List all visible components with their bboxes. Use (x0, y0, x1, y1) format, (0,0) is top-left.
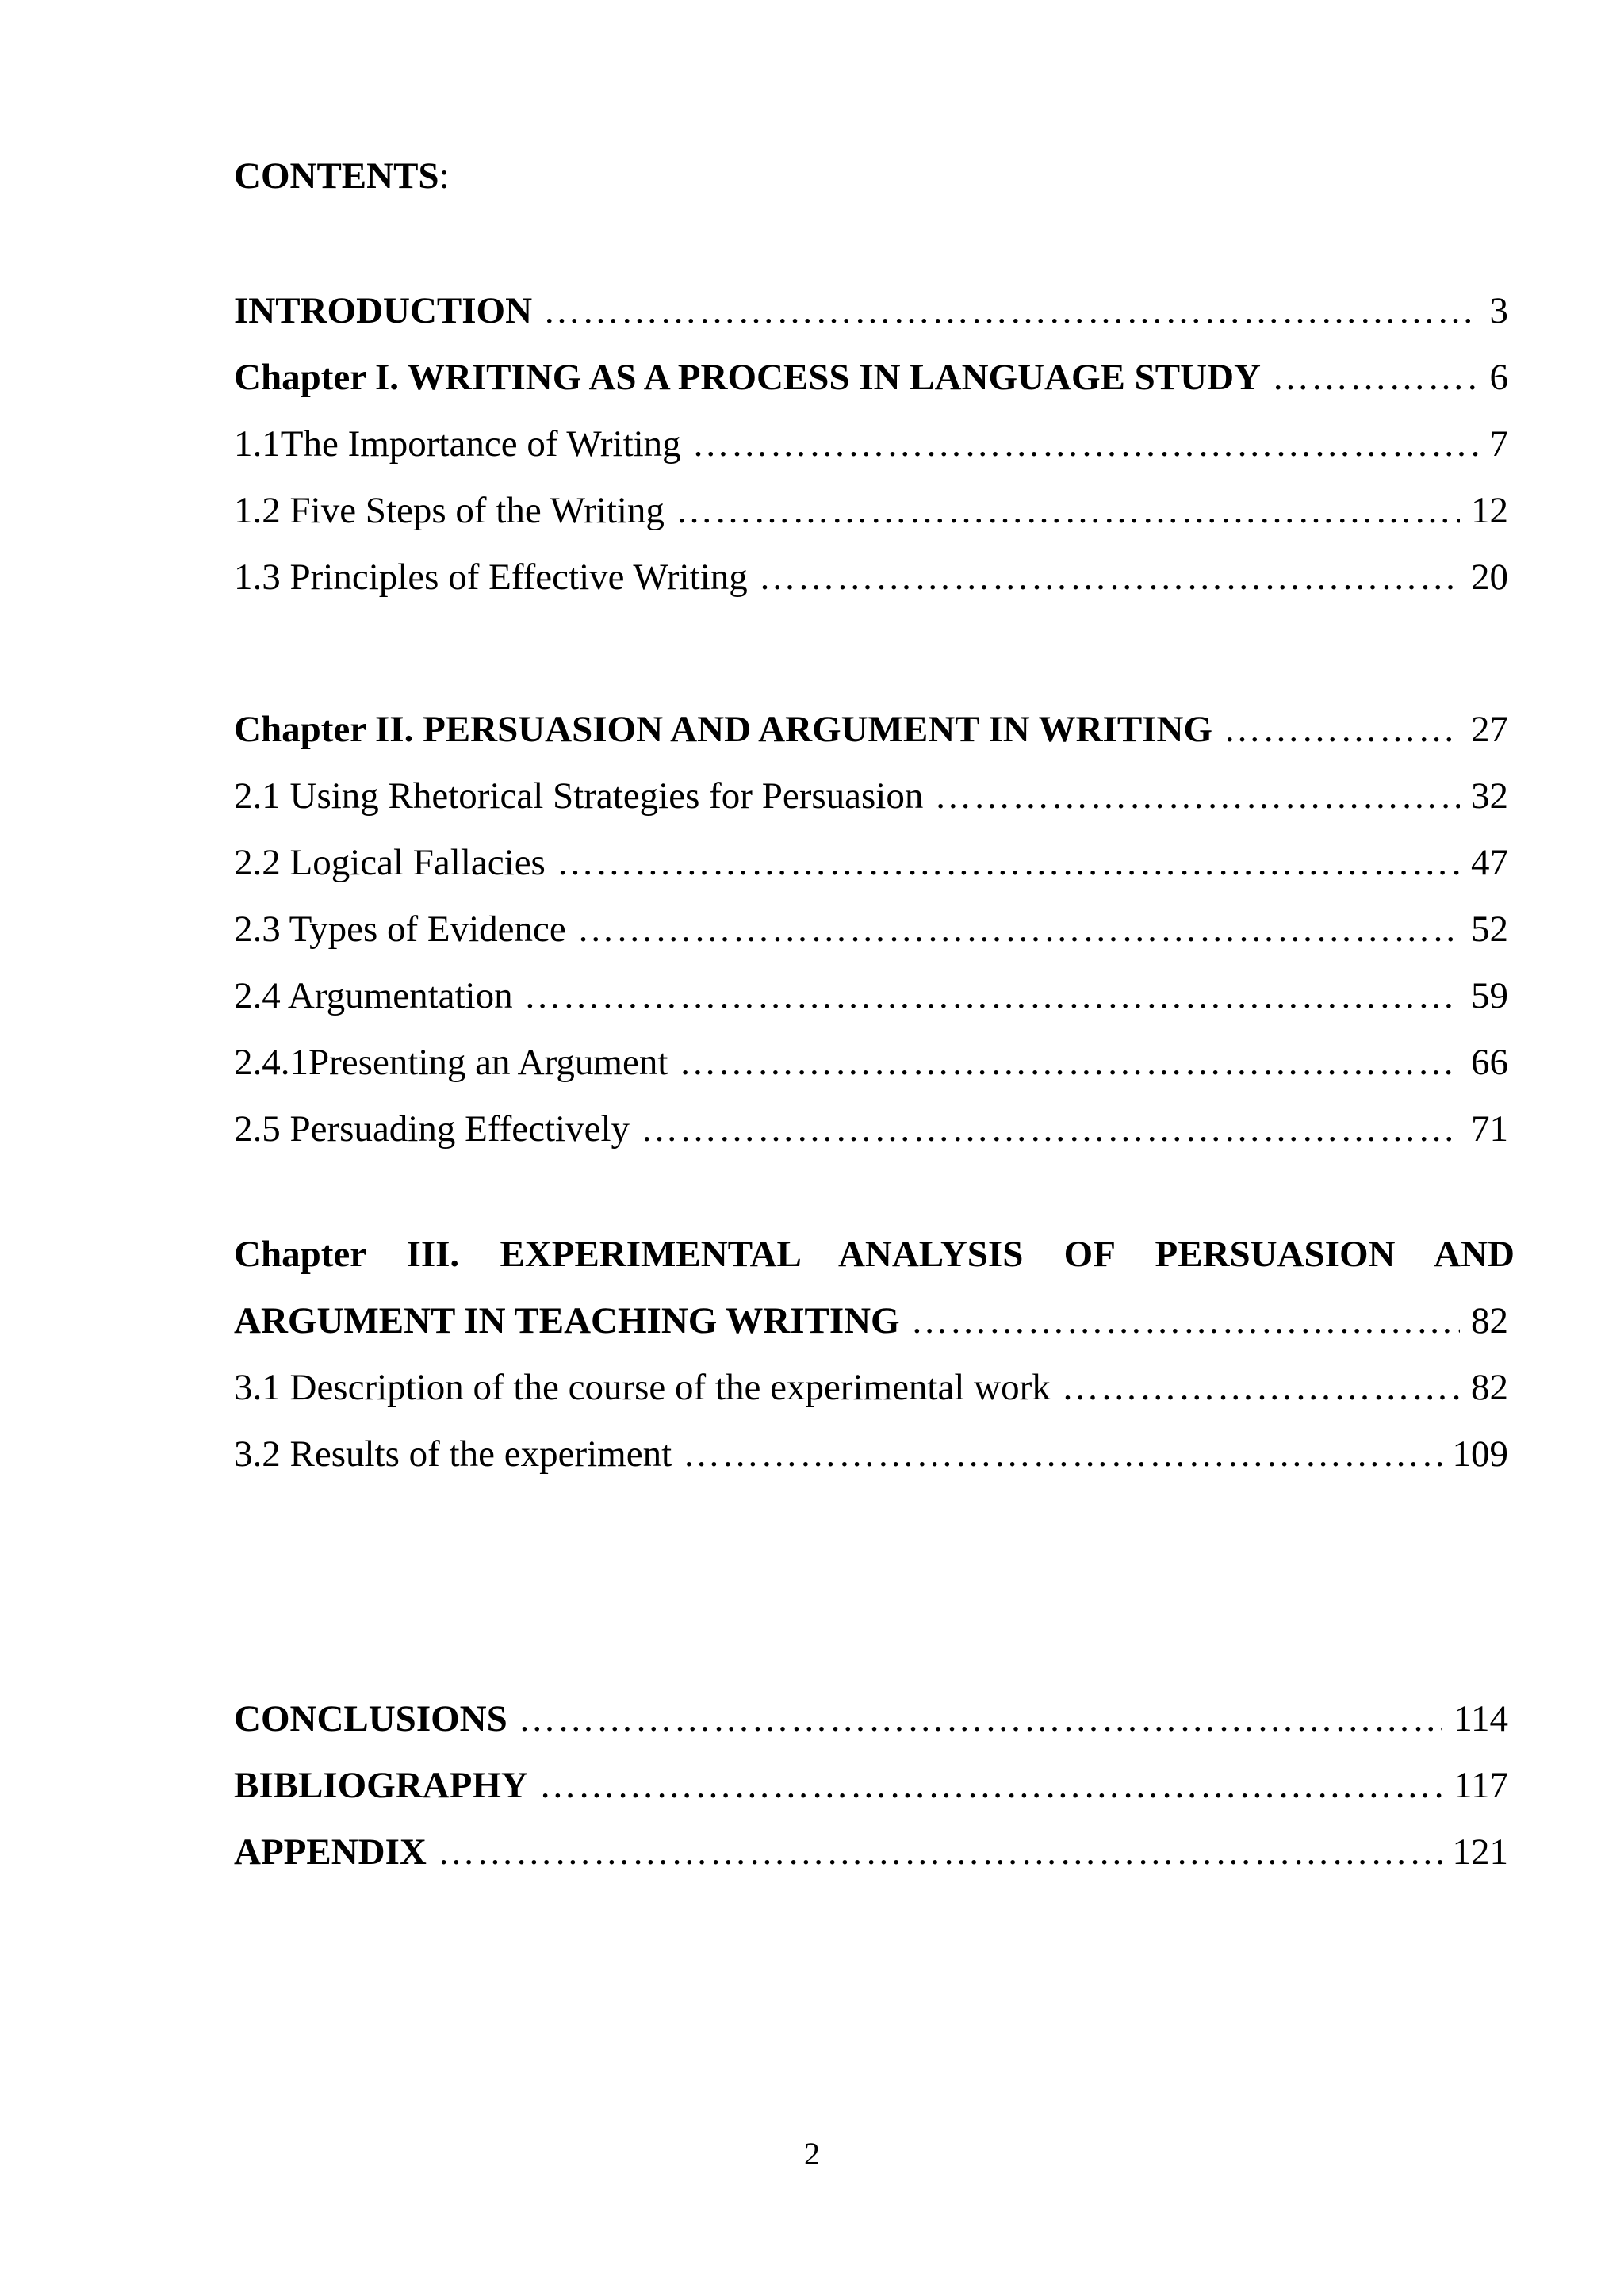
table-of-contents (234, 0, 1515, 2296)
dot-leader (1224, 706, 1460, 753)
toc-entry-chapter-2 (234, 706, 1515, 753)
toc-entry-page: 6 (1489, 357, 1508, 398)
toc-entry-page: 71 (1471, 1108, 1508, 1150)
dot-leader (577, 905, 1460, 953)
toc-entry-page: 109 (1452, 1433, 1508, 1475)
toc-entry-label: 1.3 Principles of Effective Writing (234, 557, 748, 598)
toc-entry-page: 114 (1454, 1698, 1508, 1739)
toc-entry-chapter-3-line-2 (234, 1297, 1515, 1345)
toc-entry-3-2 (234, 1430, 1515, 1478)
dot-leader (1272, 354, 1479, 401)
toc-entry-page: 12 (1471, 490, 1508, 531)
dot-leader (692, 420, 1479, 468)
dot-leader (911, 1297, 1460, 1345)
toc-entry-2-5 (234, 1105, 1515, 1153)
toc-entry-label: BIBLIOGRAPHY (234, 1765, 528, 1806)
toc-entry-label: CONCLUSIONS (234, 1698, 508, 1739)
toc-entry-1-1 (234, 420, 1515, 468)
toc-entry-1-2 (234, 487, 1515, 534)
toc-entry-page: 27 (1471, 709, 1508, 750)
toc-entry-label: INTRODUCTION (234, 290, 533, 331)
dot-leader (1062, 1364, 1460, 1411)
toc-entry-label: 1.1The Importance of Writing (234, 423, 681, 465)
toc-entry-introduction (234, 287, 1515, 335)
toc-entry-label: 2.4 Argumentation (234, 975, 513, 1016)
toc-entry-label: APPENDIX (234, 1831, 427, 1873)
toc-entry-label: 3.1 Description of the course of the experimental work (234, 1367, 1051, 1408)
dot-leader (543, 287, 1478, 335)
dot-leader (683, 1430, 1441, 1478)
toc-entry-label: 1.2 Five Steps of the Writing (234, 490, 665, 531)
dot-leader (676, 487, 1460, 534)
toc-entry-label: ARGUMENT IN TEACHING WRITING (234, 1300, 900, 1341)
toc-entry-appendix (234, 1828, 1515, 1876)
toc-entry-bibliography (234, 1762, 1515, 1809)
dot-leader (557, 839, 1460, 886)
dot-leader (524, 972, 1460, 1020)
dot-leader (679, 1039, 1460, 1086)
dot-leader (934, 772, 1460, 820)
toc-entry-page: 32 (1471, 775, 1508, 817)
toc-entry-page: 20 (1471, 557, 1508, 598)
toc-entry-label: 2.4.1Presenting an Argument (234, 1042, 668, 1083)
toc-entry-2-4-1 (234, 1039, 1515, 1086)
contents-colon: : (439, 155, 450, 197)
toc-entry-2-3 (234, 905, 1515, 953)
toc-entry-2-2 (234, 839, 1515, 886)
toc-entry-1-3 (234, 553, 1515, 601)
dot-leader (641, 1105, 1460, 1153)
toc-entry-label: Chapter III. EXPERIMENTAL ANALYSIS OF PERSUASION AND (234, 1234, 1515, 1275)
toc-entry-conclusions (234, 1695, 1515, 1743)
toc-entry-label: 3.2 Results of the experiment (234, 1433, 672, 1475)
page-number: 2 (804, 2136, 820, 2172)
toc-entry-chapter-3-line-1 (234, 1230, 1515, 1278)
toc-entry-2-4 (234, 972, 1515, 1020)
toc-entry-page: 47 (1471, 842, 1508, 883)
toc-entry-page: 82 (1471, 1367, 1508, 1408)
toc-entry-label: Chapter I. WRITING AS A PROCESS IN LANGUAGE STUDY (234, 357, 1261, 398)
toc-entry-label: 2.2 Logical Fallacies (234, 842, 546, 883)
toc-entry-label: 2.5 Persuading Effectively (234, 1108, 630, 1150)
toc-entry-page: 117 (1454, 1765, 1508, 1806)
toc-entry-page: 66 (1471, 1042, 1508, 1083)
toc-entry-page: 121 (1452, 1831, 1508, 1873)
toc-entry-label: Chapter II. PERSUASION AND ARGUMENT IN WRITING (234, 709, 1212, 750)
toc-entry-page: 82 (1471, 1300, 1508, 1341)
toc-entry-3-1 (234, 1364, 1515, 1411)
toc-entry-chapter-1 (234, 354, 1515, 401)
dot-leader (539, 1762, 1442, 1809)
toc-entry-page: 7 (1489, 423, 1508, 465)
toc-entry-page: 59 (1471, 975, 1508, 1016)
dot-leader (438, 1828, 1442, 1876)
dot-leader (519, 1695, 1442, 1743)
toc-entry-2-1 (234, 772, 1515, 820)
toc-entry-label: 2.1 Using Rhetorical Strategies for Persuasion (234, 775, 924, 817)
dot-leader (759, 553, 1460, 601)
toc-entry-page: 52 (1471, 909, 1508, 950)
toc-entry-page: 3 (1489, 290, 1508, 331)
contents-title: CONTENTS (234, 155, 439, 197)
toc-entry-label: 2.3 Types of Evidence (234, 909, 566, 950)
